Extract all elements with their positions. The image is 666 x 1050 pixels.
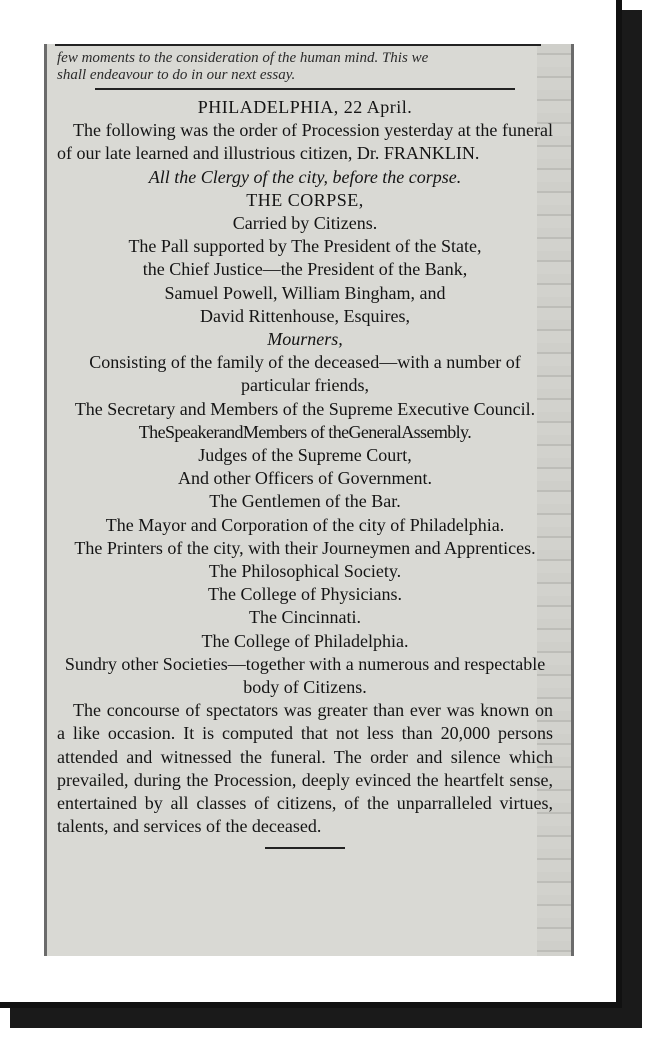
newspaper-clipping (44, 44, 574, 956)
procession-item: The Gentlemen of the Bar. (209, 491, 401, 512)
article-column (57, 50, 553, 849)
procession-item: Judges of the Supreme Court, (198, 445, 412, 466)
clergy-line: All the Clergy of the city, before the corpse. (148, 166, 462, 187)
closing-paragraph: The concourse of spectators was greater than ever was known on a like occasion. It is computed that not less than 20,000 persons attended and witnessed the funeral. The order and silence which prevailed, during the Procession, deeply evinced the heartfelt sense, entertained by all classes of citizens, of the unparralleled virtues, talents, and services of the deceased. (57, 700, 553, 837)
previous-article-line: few moments to the consideration of the human mind. This we (57, 50, 429, 66)
pall-line: Samuel Powell, William Bingham, and (164, 282, 446, 303)
procession-item: The College of Philadelphia. (201, 630, 409, 651)
dateline: PHILADELPHIA, 22 April. (197, 97, 413, 117)
procession-item: The Secretary and Members of the Supreme Executive Council. (74, 398, 536, 419)
intro-paragraph: The following was the order of Procession yesterday at the funeral of our late learned and illustrious citizen, Dr. FRANKLIN. (57, 120, 553, 164)
carried-line: Carried by Citizens. (232, 213, 378, 234)
procession-item: The Cincinnati. (249, 607, 361, 628)
corpse-heading: THE CORPSE, (246, 189, 364, 210)
previous-article-tail (57, 50, 553, 84)
procession-item: TheSpeakerandMembers of theGeneralAssembly. (138, 421, 472, 442)
procession-item: The Printers of the city, with their Journeymen and Apprentices. (74, 537, 536, 558)
section-rule (95, 88, 515, 90)
previous-article-line: shall endeavour to do in our next essay. (57, 67, 296, 83)
procession-item: And other Officers of Government. (177, 468, 433, 489)
procession-item: Consisting of the family of the deceased—with a number of particular friends, (89, 352, 521, 396)
mourners-label: Mourners, (267, 329, 343, 350)
top-rule (55, 44, 541, 46)
pall-line: the Chief Justice—the President of the Bank, (142, 259, 468, 280)
procession-item: The Mayor and Corporation of the city of Philadelphia. (105, 514, 505, 535)
pall-line: David Rittenhouse, Esquires, (200, 305, 410, 326)
end-rule (265, 847, 345, 849)
procession-item: Sundry other Societies—together with a numerous and respectable body of Citizens. (64, 653, 546, 698)
procession-item: The Philosophical Society. (208, 561, 402, 582)
pall-line: The Pall supported by The President of the State, (128, 236, 482, 257)
procession-item: The College of Physicians. (208, 584, 402, 605)
